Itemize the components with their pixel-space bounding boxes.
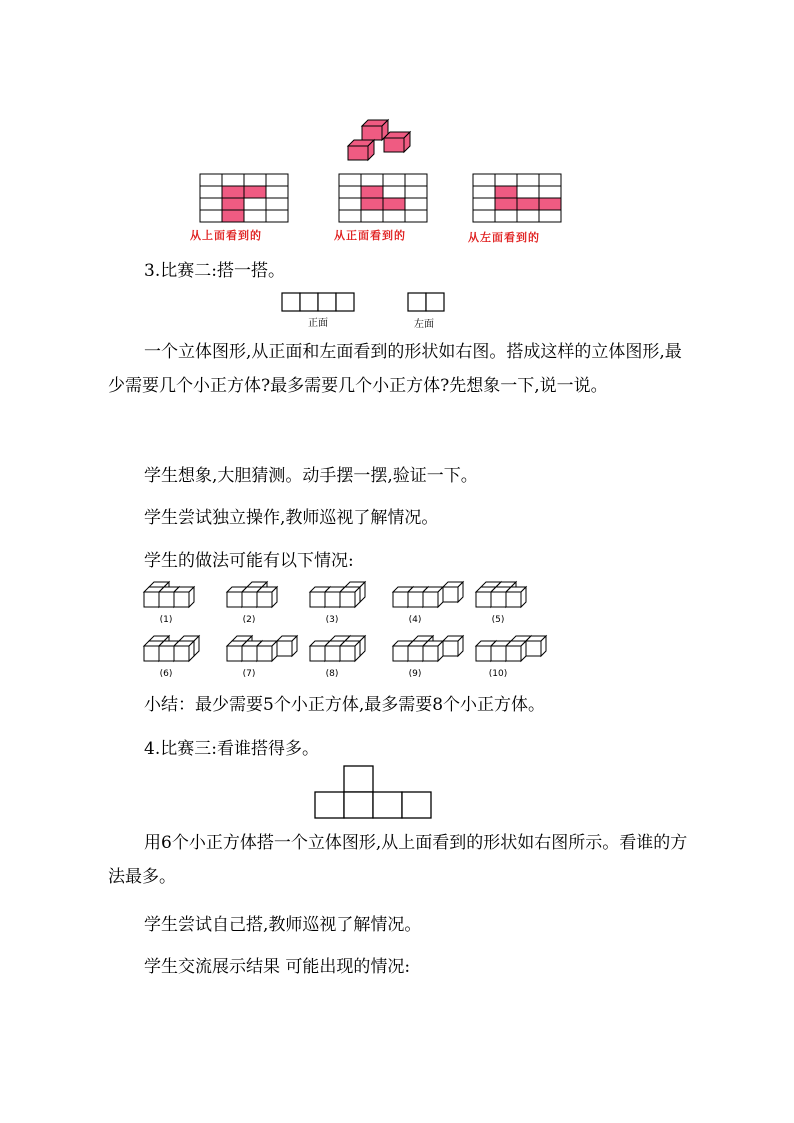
left-view-grid [473,174,561,222]
front-view-grid [339,174,427,222]
section4-heading: 4.比赛三:看谁搭得多。 [144,739,319,759]
cube-face [526,641,541,656]
section3-views-figure [280,290,460,332]
top-view-cell [244,186,266,198]
front-view-cell [361,186,383,198]
left-view-label: 从左面看到的 [468,231,540,244]
top-view-cell [222,174,244,186]
front-view-cell [405,186,427,198]
cube-face [423,646,438,661]
case-figure [310,636,365,679]
views-figure [190,170,590,245]
case-label: (1) [159,615,173,625]
front-view-cell [339,174,361,186]
case-figure [476,582,526,625]
cube-face [476,646,491,661]
cube-face [443,641,458,656]
front-view-cell [361,174,383,186]
top-view-cell [200,174,222,186]
front-view-label: 从正面看到的 [334,229,406,242]
top-view-cell [266,174,288,186]
case-label: (10) [488,669,508,679]
left-view-cell [473,174,495,186]
front-view-cell [383,186,405,198]
left-view-cell [539,210,561,222]
cube-face [257,592,272,607]
left-view-cell [539,198,561,210]
front-view-cell [405,210,427,222]
section3-line3: 学生的做法可能有以下情况: [144,551,354,571]
top-view-cell [200,198,222,210]
top-view-cell [200,186,222,198]
front-view-cell [405,198,427,210]
cube-face [325,646,340,661]
case-label: (5) [491,615,505,625]
section4-paragraph: 用6个小正方体搭一个立体图形,从上面看到的形状如右图所示。看谁的方法最多。 [108,833,688,887]
cube-face [310,592,325,607]
cube-cluster-figure [340,118,430,164]
cube-face [257,646,272,661]
cube-face [408,646,423,661]
cube-face [144,646,159,661]
front-view-cell [383,198,405,210]
top-view-cell [244,174,266,186]
top-view-cell [200,210,222,222]
left-view-cell [473,186,495,198]
front-view-cell [361,198,383,210]
left-view-cell [517,174,539,186]
cube-face [423,592,438,607]
cube-face [506,592,521,607]
cube-face [144,592,159,607]
case-label: (8) [325,669,339,679]
cube-face [491,592,506,607]
case-figure [144,636,199,679]
left-view-cell [495,198,517,210]
top-view-cell [222,198,244,210]
top-view-label: 从上面看到的 [190,229,262,242]
case-label: (7) [242,669,256,679]
section3-line2: 学生尝试独立操作,教师巡视了解情况。 [144,508,439,528]
front-view-cell [339,210,361,222]
case-figure [393,582,463,625]
left-view-cell [495,186,517,198]
front-view-cell [339,186,361,198]
top-view-grid [200,174,288,222]
top-view-cell [266,198,288,210]
top-view-cell [244,198,266,210]
top-view-cell [222,210,244,222]
case-label: (6) [159,669,173,679]
front-view-cell [405,174,427,186]
section3-paragraph: 一个立体图形,从正面和左面看到的形状如右图。搭成这样的立体图形,最少需要几个小正方体?最多需要几个小正方体?先想象一下,说一说。 [108,342,682,396]
cube-face [159,646,174,661]
case-figure [227,636,297,679]
cube-face [227,592,242,607]
front-view-cell [361,210,383,222]
top-view-cell [266,186,288,198]
case-label: (9) [408,669,422,679]
section3-heading: 3.比赛二:搭一搭。 [144,261,285,281]
left-view-cell [539,186,561,198]
case-figure [310,582,365,625]
front-view-cell [383,210,405,222]
cube-face [227,646,242,661]
case-label: (4) [408,615,422,625]
left-view-cell [517,198,539,210]
top-view-cell [222,186,244,198]
cube-face [340,646,355,661]
cube-face [408,592,423,607]
left-view-cell [473,198,495,210]
cube-face [242,592,257,607]
cube-face [277,641,292,656]
cube-face [393,646,408,661]
cube-face [476,592,491,607]
section4-line2: 学生交流展示结果 可能出现的情况: [144,957,411,977]
cube-face [174,646,189,661]
cube-face [340,592,355,607]
case-label: (2) [242,615,256,625]
left-view-cell [517,186,539,198]
left-view-cell [495,210,517,222]
case-label: (3) [325,615,339,625]
case-figure [227,582,277,625]
cube-face [393,592,408,607]
section3-summary: 小结：最少需要5个小正方体,最多需要8个小正方体。 [144,695,546,715]
cube-face [325,592,340,607]
cube-face [443,587,458,602]
cube-face [242,646,257,661]
cases-figure [140,578,560,684]
section4-line1: 学生尝试自己搭,教师巡视了解情况。 [144,915,422,935]
left-label: 左面 [414,319,434,330]
top-view-cell [244,210,266,222]
cube-face [310,646,325,661]
left-view-cell [517,210,539,222]
front-view-cell [339,198,361,210]
left-view-cell [539,174,561,186]
cube-face [506,646,521,661]
case-figure [476,636,546,679]
section3-line1: 学生想象,大胆猜测。动手摆一摆,验证一下。 [144,466,478,486]
case-figure [144,582,194,625]
front-label: 正面 [308,318,328,329]
left-view-cell [495,174,517,186]
cube-face [159,592,174,607]
left-view-cell [473,210,495,222]
cube-face [491,646,506,661]
front-view-cell [383,174,405,186]
case-figure [393,636,463,679]
section4-top-view [312,764,436,822]
top-view-cell [266,210,288,222]
cube-face [174,592,189,607]
